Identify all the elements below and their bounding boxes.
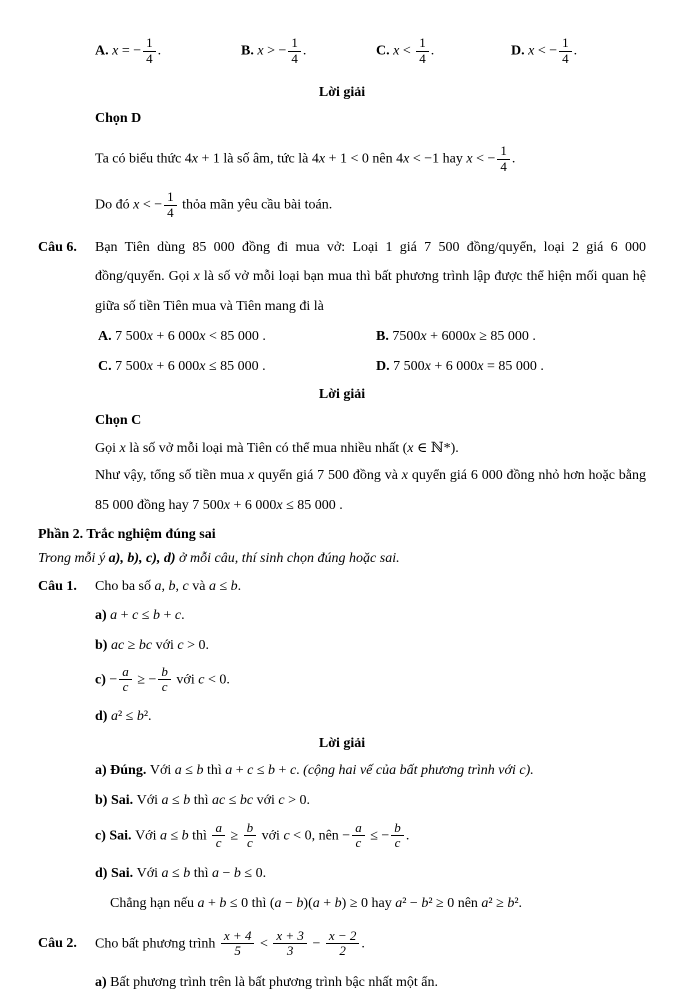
question-c2-label: Câu 2. — [38, 936, 77, 952]
c1-solution-heading: Lời giải — [318, 735, 366, 751]
c1-item-c-text: c) − $\frac{a}{c}$ ≥ − $\frac{b}{c}$ với c < 0. — [95, 663, 230, 695]
q5-solution-text-1: Ta có biểu thức 4x + 1 là số âm, tức là 4x + 1 < 0 nên 4x < −1 hay x < − $\frac{1}{4}$ . — [95, 142, 516, 174]
c1-item-c — [95, 658, 646, 702]
q6-option-d: D. 7 500x + 6 000x = 85 000 . — [376, 358, 544, 374]
c1-item-a: a) a + c ≤ b + c. — [95, 607, 185, 623]
c1-sol-b: b) Sai. Với a ≤ b thì ac ≤ bc với c > 0. — [95, 792, 311, 808]
question-6-body: Bạn Tiên dùng 85 000 đồng đi mua vở: Loại 1 giá 7 500 đồng/quyển, loại 2 giá 6 000 đồng/quyển. Gọi x là số vở mỗi loại bạn mua thì bất phương trình lập được thể hiện mối quan hệ giữa số tiền Tiên mua và Tiên mang đi là — [95, 240, 646, 314]
question-c2-stem — [95, 920, 646, 968]
question-c1 — [38, 576, 646, 597]
q5-solution-line-1 — [95, 137, 646, 181]
q6-options-row-1 — [98, 321, 646, 351]
q6-option-b: B. 7500x + 6000x ≥ 85 000 . — [376, 328, 536, 344]
q5-solution-line-2 — [95, 183, 646, 227]
question-c2 — [38, 920, 646, 968]
q6-solution-heading: Lời giải — [318, 387, 366, 403]
c1-sol-c-text: c) Sai. Với a ≤ b thì $\frac{a}{c}$ ≥ $\frac{b}{c}$ với c < 0, nên − $\frac{a}{c}$ ≤ − $\frac{b}{c}$ . — [95, 819, 410, 851]
question-c1-stem: Cho ba số a, b, c và a ≤ b. — [95, 578, 242, 594]
question-6 — [38, 233, 646, 321]
c1-item-d: d) a² ≤ b². — [95, 708, 152, 724]
part2-title: Phần 2. Trắc nghiệm đúng sai — [38, 526, 216, 542]
q5-chosen-answer: Chọn D — [95, 111, 142, 126]
question-6-label: Câu 6. — [38, 240, 77, 255]
q5-option-c: C. x < $\frac{1}{4}$ . — [376, 34, 435, 66]
q5-solution-text-2: Do đó x < − $\frac{1}{4}$ thỏa mãn yêu cầu bài toán. — [95, 188, 333, 220]
c1-sol-note: Chẳng hạn nếu a + b ≤ 0 thì (a − b)(a + b) ≥ 0 hay a² − b² ≥ 0 nên a² ≥ b². — [110, 895, 523, 911]
q5-option-d: D. x < − $\frac{1}{4}$ . — [511, 34, 578, 66]
q5-option-a: A. x = − $\frac{1}{4}$ . — [95, 34, 162, 66]
c1-sol-d: d) Sai. Với a ≤ b thì a − b ≤ 0. — [95, 865, 267, 881]
q6-option-a: A. 7 500x + 6 000x < 85 000 . — [98, 328, 266, 344]
q6-solution-line-1 — [95, 438, 646, 459]
c1-sol-a: a) Đúng. Với a ≤ b thì a + c ≤ b + c. (cộng hai vế của bất phương trình với c). — [95, 762, 534, 778]
q6-solution-text-2: Như vậy, tổng số tiền mua x quyển giá 7 500 đồng và x quyển giá 6 000 đồng nhỏ hơn hoặc bằng 85 000 đồng hay 7 500x + 6 000x ≤ 85 000 . — [95, 468, 647, 513]
q6-solution-text-1: Gọi x là số vở mỗi loại mà Tiên có thể mua nhiều nhất (x ∈ ℕ*). — [95, 441, 459, 457]
q5-option-b: B. x > − $\frac{1}{4}$ . — [241, 34, 307, 66]
q6-option-c: C. 7 500x + 6 000x ≤ 85 000 . — [98, 358, 266, 374]
question-c1-label: Câu 1. — [38, 578, 77, 594]
c1-sol-c — [95, 813, 646, 859]
q6-chosen-answer: Chọn C — [95, 413, 142, 429]
q6-options-row-2 — [98, 351, 646, 381]
q6-solution-line-2 — [95, 461, 646, 520]
part2-instruction: Trong mỗi ý a), b), c), d) ở mỗi câu, thí sinh chọn đúng hoặc sai. — [38, 550, 400, 566]
c2-item-a: a) Bất phương trình trên là bất phương trình bậc nhất một ẩn. — [95, 974, 438, 990]
question-c2-stem-text: Cho bất phương trình $\frac{x + 4}{5}$ < $\frac{x + 3}{3}$ − $\frac{x - 2}{2}$ . — [95, 927, 365, 959]
c1-item-b: b) ac ≥ bc với c > 0. — [95, 637, 209, 653]
q5-solution-heading: Lời giải — [318, 85, 366, 100]
q5-options-row — [95, 28, 646, 74]
